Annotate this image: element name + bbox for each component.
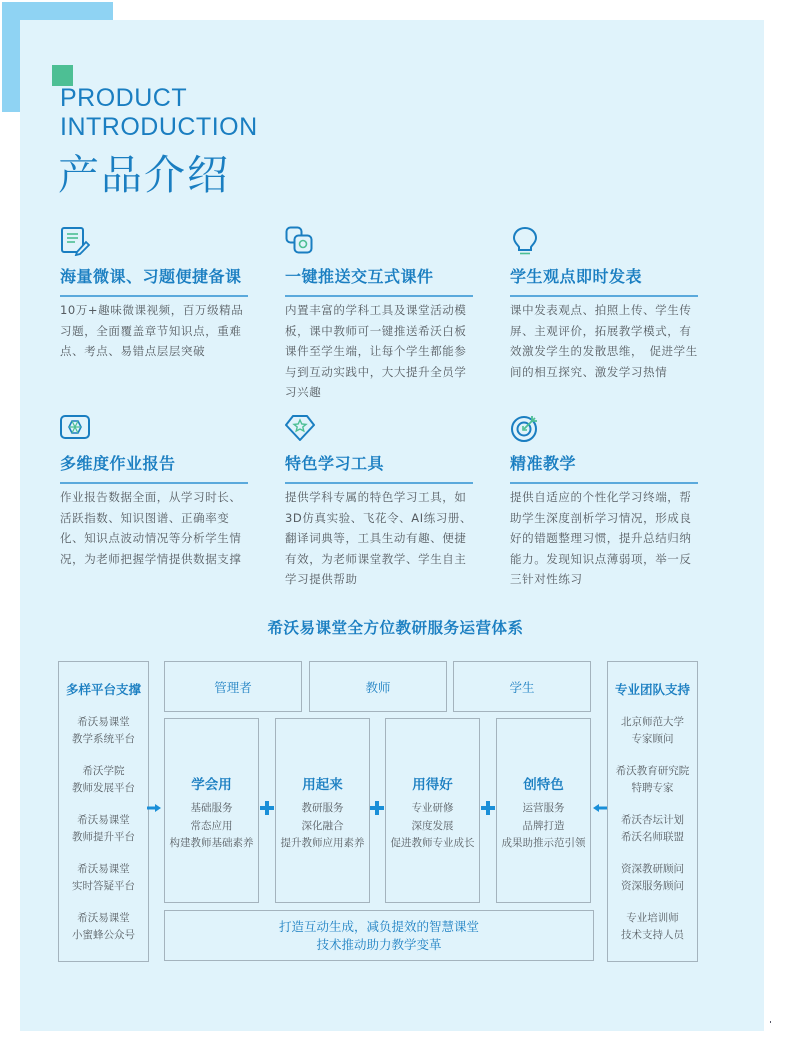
notepad-pencil-icon [60,226,90,256]
feature-description: 内置丰富的学科工具及课堂活动模板，课中教师可一键推送希沃白板课件至学生端，让每个学生都能参与到互动实践中，大大提升全员学习兴趣 [285,303,467,399]
feature-precise-teaching [510,413,700,590]
arrow-right-icon [147,804,161,812]
feature-title: 一键推送交互式课件 [285,267,434,286]
stage-use-well [385,718,480,903]
stage-heading: 创特色 [523,777,564,793]
role-administrator: 管理者 [164,661,302,712]
feature-homework-report [60,413,250,569]
platform-item: 希沃易课堂 小蜜蜂公众号 [72,912,135,941]
english-title-line2: INTRODUCTION [60,113,258,141]
stage-learn-to-use [164,718,259,903]
title-underline [285,482,473,484]
stage-item: 促进教师专业成长 [390,837,475,849]
team-item: 北京师范大学 专家顾问 [621,716,684,745]
team-item: 资深教研顾问 资深服务顾问 [621,863,684,892]
feature-learning-tools [285,413,475,590]
platform-item: 希沃学院 教师发展平台 [72,765,135,794]
stage-heading: 用得好 [412,777,453,793]
plus-icon [370,801,384,815]
stage-item: 提升教师应用素养 [280,837,365,849]
goal-summary-box [164,910,594,961]
team-item: 希沃杏坛计划 希沃名师联盟 [621,814,684,843]
stage-item: 基础服务 [190,802,233,814]
stage-heading: 学会用 [191,777,232,793]
goal-line: 技术推动助力教学变革 [316,936,442,952]
stage-item: 深化融合 [301,819,344,832]
target-arrow-icon [510,413,540,443]
hexagon-report-icon [60,413,90,443]
feature-description: 作业报告数据全面，从学习时长、活跃指数、知识图谱、正确率变化、知识点波动情况等分析学生情况，为老师把握学情提供数据支撑 [60,490,242,566]
system-diagram-title: 希沃易课堂全方位教研服务运营体系 [267,619,524,637]
stage-item: 常态应用 [190,819,233,832]
feature-description: 课中发表观点、拍照上传、学生传屏、主观评价，拓展教学模式，有效激发学生的发散思维， 促进学生间的相互探究、激发学习热情 [510,303,698,379]
stage-item: 专业研修 [411,802,454,814]
stage-item: 教研服务 [301,802,344,814]
english-title [60,84,258,142]
team-item: 希沃教育研究院 特聘专家 [615,765,690,794]
feature-title: 海量微课、习题便捷备课 [60,267,242,286]
plus-icon [481,801,495,815]
stage-item: 构建教师基础素养 [169,837,254,849]
feature-student-opinions [510,226,700,382]
plus-icon [260,801,274,815]
star-gem-icon [285,413,315,443]
platform-item: 希沃易课堂 实时答疑平台 [72,863,135,892]
platform-support-heading: 多样平台支撑 [65,682,141,697]
stage-create-features [496,718,591,903]
page-title: 产品介绍 [58,151,230,199]
goal-line: 打造互动生成，减负提效的智慧课堂 [278,918,479,934]
lightbulb-icon [510,226,540,256]
stage-item: 深度发展 [411,819,454,832]
stage-item: 品牌打造 [522,819,565,832]
feature-description: 10万+趣味微课视频，百万级精品习题，全面覆盖章节知识点，重难点、考点、易错点层层突破 [60,303,244,358]
platform-support-box [58,661,149,962]
feature-push-courseware [285,226,475,403]
title-underline [510,482,698,484]
arrow-left-icon [593,804,607,812]
title-underline [60,482,248,484]
stage-heading: 用起来 [302,777,343,793]
feature-description: 提供自适应的个性化学习终端，帮助学生深度剖析学习情况，形成良好的错题整理习惯，提升总结归纳能力。发现知识点薄弱项，举一反三针对性练习 [510,490,692,586]
platform-item: 希沃易课堂 教师提升平台 [72,814,135,843]
role-teacher: 教师 [309,661,447,712]
title-underline [60,295,248,297]
stage-put-to-use [275,718,370,903]
stage-item: 成果助推示范引领 [501,837,586,849]
feature-title: 多维度作业报告 [60,454,176,473]
feature-micro-lessons [60,226,250,362]
english-title-line1: PRODUCT [60,84,188,112]
title-underline [285,295,473,297]
title-underline [510,295,698,297]
feature-description: 提供学科专属的特色学习工具，如3D仿真实验、飞花令、AI练习册、翻译词典等，工具生动有趣、便捷有效，为老师课堂教学、学生自主学习提供帮助 [285,490,473,586]
feature-title: 学生观点即时发表 [510,267,643,286]
role-student: 学生 [453,661,591,712]
team-item: 专业培训师 技术支持人员 [621,912,684,941]
feature-title: 特色学习工具 [285,454,385,473]
feature-title: 精准教学 [510,454,577,473]
page-mark [770,1021,771,1023]
platform-item: 希沃易课堂 教学系统平台 [72,716,135,745]
stage-item: 运营服务 [522,802,565,814]
interactive-courseware-icon [285,226,315,256]
team-support-heading: 专业团队支持 [614,682,690,697]
team-support-box [607,661,698,962]
decorative-green-square [52,65,73,86]
